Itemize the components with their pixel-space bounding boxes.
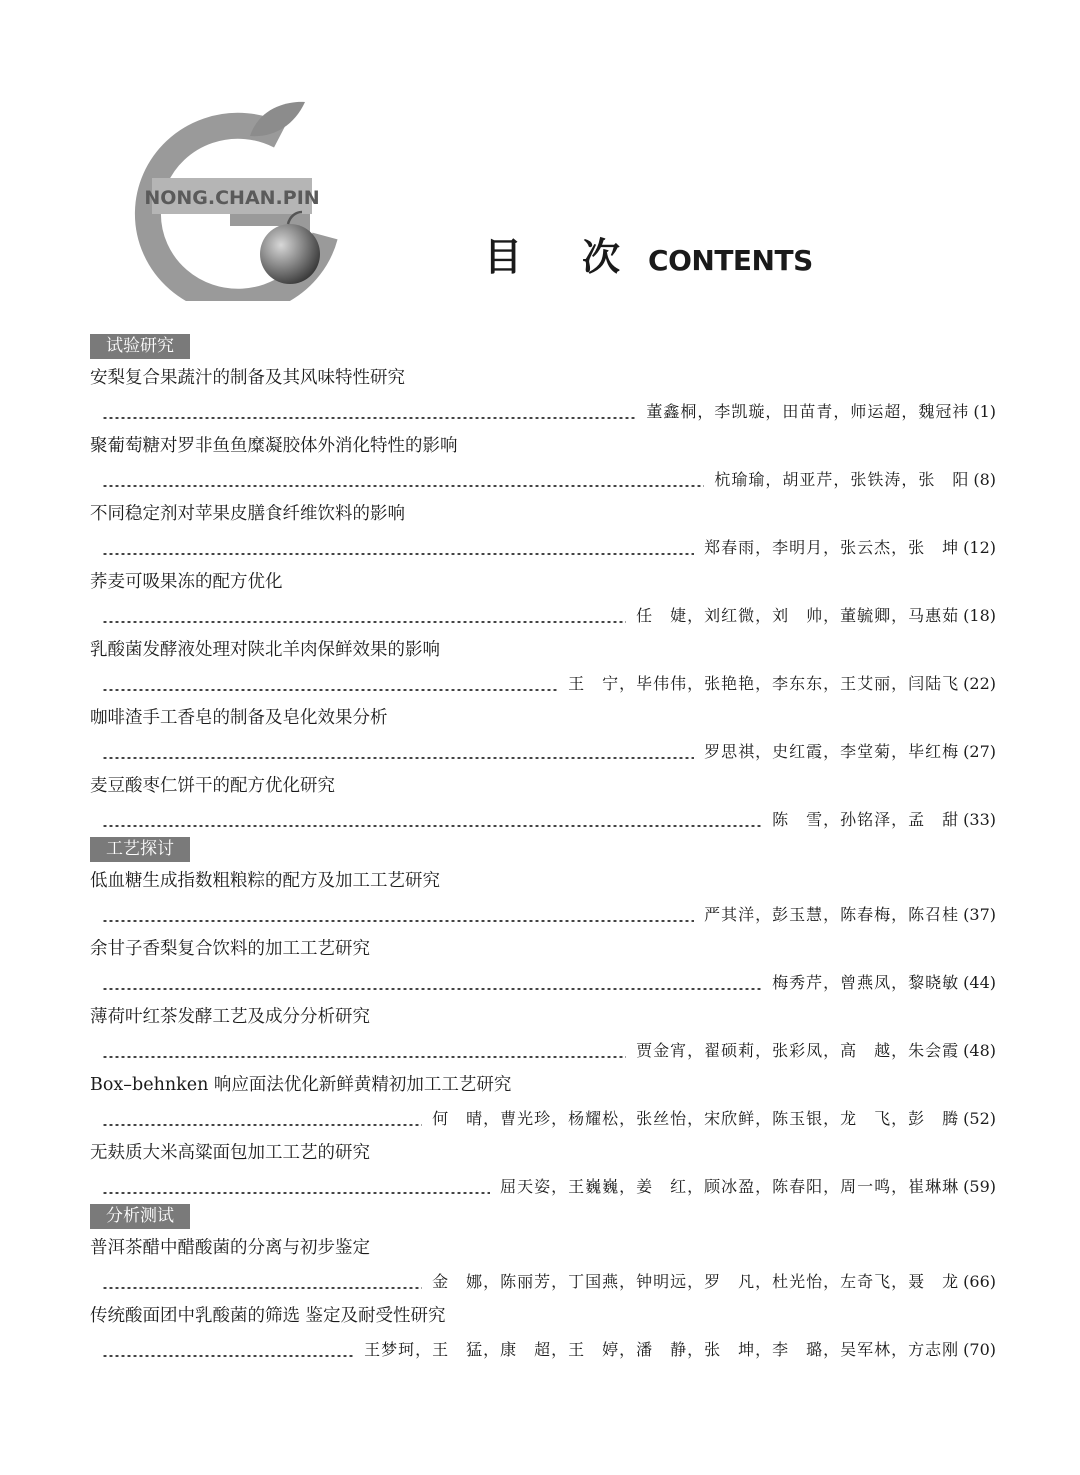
entry-page-number[interactable]: (70) <box>963 1340 996 1359</box>
section-label: 分析测试 <box>90 1204 190 1229</box>
toc-entry[interactable] <box>90 361 996 429</box>
dot-leader <box>102 485 704 487</box>
page-heading <box>484 226 813 279</box>
entry-byline <box>90 803 996 837</box>
section-label: 工艺探讨 <box>90 837 190 862</box>
dot-leader <box>102 1124 422 1126</box>
toc-entry[interactable] <box>90 565 996 633</box>
entry-page-number[interactable]: (52) <box>963 1109 996 1128</box>
journal-logo <box>130 96 345 301</box>
entry-authors: 王梦珂，王 猛，康 超，王 婷，潘 静，张 坤，李 璐，吴军林，方志刚 <box>364 1340 960 1359</box>
entry-byline <box>90 463 996 497</box>
dot-leader <box>102 825 762 827</box>
toc-entry[interactable] <box>90 769 996 837</box>
dot-leader <box>102 553 694 555</box>
entry-byline <box>90 599 996 633</box>
entry-page-number[interactable]: (66) <box>963 1272 996 1291</box>
entry-title[interactable]: 咖啡渣手工香皂的制备及皂化效果分析 <box>90 708 388 728</box>
entry-title[interactable]: 麦豆酸枣仁饼干的配方优化研究 <box>90 776 335 796</box>
entry-page-number[interactable]: (12) <box>963 538 996 557</box>
toc-entry[interactable] <box>90 633 996 701</box>
entry-page-number[interactable]: (8) <box>973 470 996 489</box>
entry-page-number[interactable]: (33) <box>963 810 996 829</box>
entry-title[interactable]: 聚葡萄糖对罗非鱼鱼糜凝胶体外消化特性的影响 <box>90 436 458 456</box>
entry-authors: 杭瑜瑜，胡亚芹，张铁涛，张 阳 <box>714 470 970 489</box>
heading-cn-first: 目 <box>484 235 523 279</box>
entry-byline <box>90 1034 996 1068</box>
dot-leader <box>102 689 558 691</box>
dot-leader <box>102 1056 626 1058</box>
entry-byline <box>90 667 996 701</box>
entry-title[interactable]: 安梨复合果蔬汁的制备及其风味特性研究 <box>90 368 405 388</box>
entry-authors: 何 晴，曹光珍，杨耀松，张丝怡，宋欣鲜，陈玉银，龙 飞，彭 腾 <box>432 1109 960 1128</box>
entry-byline <box>90 1102 996 1136</box>
dot-leader <box>102 920 694 922</box>
entry-authors: 屈天姿，王巍巍，姜 红，顾冰盈，陈春阳，周一鸣，崔琳琳 <box>500 1177 960 1196</box>
toc-entry[interactable] <box>90 701 996 769</box>
dot-leader <box>102 1192 490 1194</box>
entry-title[interactable]: 低血糖生成指数粗粮粽的配方及加工工艺研究 <box>90 871 440 891</box>
entry-authors: 王 宁，毕伟伟，张艳艳，李东东，王艾丽，闫陆飞 <box>568 674 960 693</box>
toc-section <box>90 334 996 837</box>
entry-page-number[interactable]: (27) <box>963 742 996 761</box>
entry-title[interactable]: 乳酸菌发酵液处理对陕北羊肉保鲜效果的影响 <box>90 640 440 660</box>
entry-page-number[interactable]: (1) <box>973 402 996 421</box>
entry-page-number[interactable]: (18) <box>963 606 996 625</box>
heading-cn-second: 次 <box>582 235 621 279</box>
dot-leader <box>102 757 694 759</box>
entry-authors: 罗思祺，史红霞，李堂菊，毕红梅 <box>704 742 960 761</box>
entry-title[interactable]: Box–behnken 响应面法优化新鲜黄精初加工工艺研究 <box>90 1075 512 1095</box>
entry-authors: 梅秀芹，曾燕凤，黎晓敏 <box>772 973 960 992</box>
entry-byline <box>90 531 996 565</box>
toc-entry[interactable] <box>90 497 996 565</box>
entry-authors: 陈 雪，孙铭泽，孟 甜 <box>772 810 960 829</box>
toc-entry[interactable] <box>90 1136 996 1204</box>
toc-entry[interactable] <box>90 932 996 1000</box>
entry-title[interactable]: 余甘子香梨复合饮料的加工工艺研究 <box>90 939 370 959</box>
entry-byline <box>90 1170 996 1204</box>
toc-section <box>90 1204 996 1367</box>
apple-logo-icon <box>130 96 345 301</box>
entry-byline <box>90 1265 996 1299</box>
dot-leader <box>102 988 762 990</box>
entry-authors: 贾金宵，翟硕莉，张彩凤，高 越，朱会霞 <box>636 1041 960 1060</box>
dot-leader <box>102 1355 354 1357</box>
entry-title[interactable]: 薄荷叶红茶发酵工艺及成分分析研究 <box>90 1007 370 1027</box>
dot-leader <box>102 417 636 419</box>
entry-authors: 董鑫桐，李凯璇，田苗青，师运超，魏冠祎 <box>646 402 970 421</box>
heading-en: CONTENTS <box>648 244 813 277</box>
entry-title[interactable]: 传统酸面团中乳酸菌的筛选 鉴定及耐受性研究 <box>90 1306 446 1326</box>
logo-text: NONG.CHAN.PIN <box>144 187 320 209</box>
entry-authors: 严其洋，彭玉慧，陈春梅，陈召桂 <box>704 905 960 924</box>
entry-title[interactable]: 荞麦可吸果冻的配方优化 <box>90 572 283 592</box>
entry-page-number[interactable]: (22) <box>963 674 996 693</box>
table-of-contents <box>90 334 996 1367</box>
dot-leader <box>102 1287 422 1289</box>
section-label: 试验研究 <box>90 334 190 359</box>
toc-entry[interactable] <box>90 1231 996 1299</box>
entry-title[interactable]: 不同稳定剂对苹果皮膳食纤维饮料的影响 <box>90 504 405 524</box>
entry-byline <box>90 1333 996 1367</box>
toc-entry[interactable] <box>90 1000 996 1068</box>
entry-page-number[interactable]: (37) <box>963 905 996 924</box>
entry-byline <box>90 966 996 1000</box>
entry-page-number[interactable]: (44) <box>963 973 996 992</box>
entry-page-number[interactable]: (59) <box>963 1177 996 1196</box>
entry-page-number[interactable]: (48) <box>963 1041 996 1060</box>
entry-authors: 金 娜，陈丽芳，丁国燕，钟明远，罗 凡，杜光怡，左奇飞，聂 龙 <box>432 1272 960 1291</box>
toc-entry[interactable] <box>90 1068 996 1136</box>
toc-section <box>90 837 996 1204</box>
dot-leader <box>102 621 626 623</box>
entry-title[interactable]: 无麸质大米高粱面包加工工艺的研究 <box>90 1143 370 1163</box>
entry-title[interactable]: 普洱茶醋中醋酸菌的分离与初步鉴定 <box>90 1238 370 1258</box>
entry-byline <box>90 898 996 932</box>
toc-entry[interactable] <box>90 429 996 497</box>
toc-entry[interactable] <box>90 1299 996 1367</box>
entry-authors: 任 婕，刘红微，刘 帅，董毓卿，马惠茹 <box>636 606 960 625</box>
entry-byline <box>90 395 996 429</box>
entry-byline <box>90 735 996 769</box>
toc-entry[interactable] <box>90 864 996 932</box>
entry-authors: 郑春雨，李明月，张云杰，张 坤 <box>704 538 960 557</box>
